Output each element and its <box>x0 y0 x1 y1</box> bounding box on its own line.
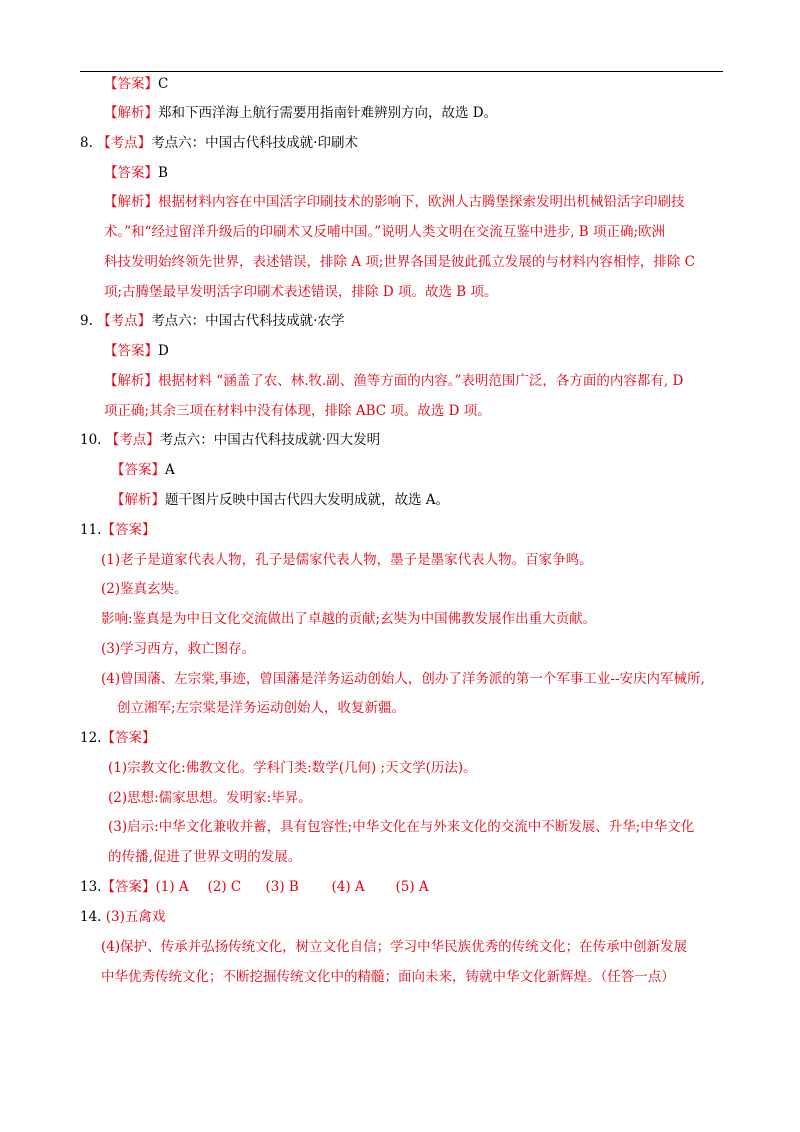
answer-text: C <box>158 76 169 92</box>
question-number: 9. <box>80 313 93 329</box>
answer-choice: (4) A <box>331 879 365 895</box>
answer-item: (3)启示:中华文化兼收并蓄，具有包容性;中华文化在与外来文化的交流中不断发展、升华;中华文化 <box>108 819 695 835</box>
answer-item: (3)五禽戏 <box>105 909 166 925</box>
question-9-topic <box>80 312 344 330</box>
analysis-line <box>104 104 497 122</box>
question-10-topic <box>80 431 380 449</box>
answer-choice: (5) A <box>395 879 429 895</box>
answer-tag: 【答案】 <box>104 76 158 92</box>
topic-tag: 【考点】 <box>105 432 160 448</box>
header-rule <box>80 71 723 72</box>
analysis-line: 项;古腾堡最早发明活字印刷术表述错误，排除 D 项。故选 B 项。 <box>104 284 498 300</box>
question-13-answer <box>80 878 429 896</box>
answer-item: (1)宗教文化:佛教文化。学科门类:数学(几何) ;天文学(历法)。 <box>108 760 477 776</box>
answer-item: (3)学习西方，救亡图存。 <box>101 641 256 657</box>
topic-text: 考点六：中国古代科技成就·农学 <box>151 313 345 329</box>
analysis-line: 【解析】根据材料内容在中国活字印刷技术的影响下，欧洲人古腾堡探索发明出机械铅活字印刷技 <box>104 194 685 210</box>
answer-text: B <box>158 165 168 181</box>
answer-item: 影响:鉴真是为中日文化交流做出了卓越的贡献;玄奘为中国佛教发展作出重大贡献。 <box>101 611 597 627</box>
question-number: 10. <box>80 432 102 448</box>
analysis-line: 项正确;其余三项在材料中没有体现，排除 ABC 项。故选 D 项。 <box>104 403 491 419</box>
answer-choice: (2) C <box>207 879 242 895</box>
answer-choice: (1) A <box>155 879 189 895</box>
analysis-line: 科技发明始终领先世界，表述错误，排除 A 项;世界各国是彼此孤立发展的与材料内容相悖，排除 C <box>104 254 695 270</box>
question-8-topic <box>80 134 358 152</box>
answer-item: 创立湘军;左宗棠是洋务运动创始人，收复新疆。 <box>117 700 406 716</box>
answer-item: (4)曾国藩、左宗棠,事迹，曾国藩是洋务运动创始人，创办了洋务派的第一个军事工业--安庆内军械所, <box>101 671 705 687</box>
answer-item: (2)鉴真玄奘。 <box>101 581 188 597</box>
answer-tag: 【答案】 <box>101 522 156 538</box>
topic-tag: 【考点】 <box>97 313 152 329</box>
question-number: 14. <box>80 909 102 925</box>
question-11-answer <box>80 521 155 539</box>
answer-item: (1)老子是道家代表人物，孔子是儒家代表人物，墨子是墨家代表人物。百家争鸣。 <box>101 552 593 568</box>
answer-line <box>104 164 168 182</box>
answer-tag: 【答案】 <box>101 879 156 895</box>
answer-tag: 【答案】 <box>111 462 165 478</box>
analysis-tag: 【解析】 <box>104 105 158 121</box>
analysis-text: 题干图片反映中国古代四大发明成就，故选 A。 <box>165 492 450 508</box>
topic-text: 考点六：中国古代科技成就·印刷术 <box>151 135 358 151</box>
answer-tag: 【答案】 <box>104 165 158 181</box>
question-14-answer <box>80 908 165 926</box>
answer-item: (2)思想:儒家思想。发明家:毕昇。 <box>108 790 312 806</box>
answer-tag: 【答案】 <box>101 730 156 746</box>
question-number: 11. <box>80 522 102 538</box>
answer-line <box>104 75 168 93</box>
answer-choice: (3) B <box>265 879 299 895</box>
answer-line <box>104 342 169 360</box>
analysis-tag: 【解析】 <box>111 492 165 508</box>
answer-line <box>111 461 175 479</box>
question-12-answer <box>80 729 155 747</box>
question-number: 8. <box>80 135 93 151</box>
analysis-text: 郑和下西洋海上航行需要用指南针难辨别方向，故选 D。 <box>158 105 498 121</box>
answer-item: 的传播,促进了世界文明的发展。 <box>108 849 302 865</box>
question-number: 12. <box>80 730 102 746</box>
answer-item: 中华优秀传统文化；不断挖掘传统文化中的精髓；面向未来，铸就中华文化新辉煌。（任答一点） <box>101 969 675 985</box>
answer-tag: 【答案】 <box>104 343 158 359</box>
analysis-line <box>111 491 449 509</box>
answer-text: A <box>165 462 175 478</box>
answer-text: D <box>158 343 169 359</box>
analysis-line: 术。”和“经过留洋升级后的印刷术又反哺中国。”说明人类文明在交流互鉴中进步, B 项正确;欧洲 <box>104 224 666 240</box>
topic-text: 考点六：中国古代科技成就·四大发明 <box>159 432 381 448</box>
question-number: 13. <box>80 879 102 895</box>
analysis-line: 【解析】根据材料 “涵盖了农、林.牧.副、渔等方面的内容。”表明范围广泛，各方面的内容都有, D <box>104 373 684 389</box>
answer-item: (4)保护、传承并弘扬传统文化，树立文化自信；学习中华民族优秀的传统文化；在传承中创新发展 <box>101 939 688 955</box>
topic-tag: 【考点】 <box>97 135 152 151</box>
